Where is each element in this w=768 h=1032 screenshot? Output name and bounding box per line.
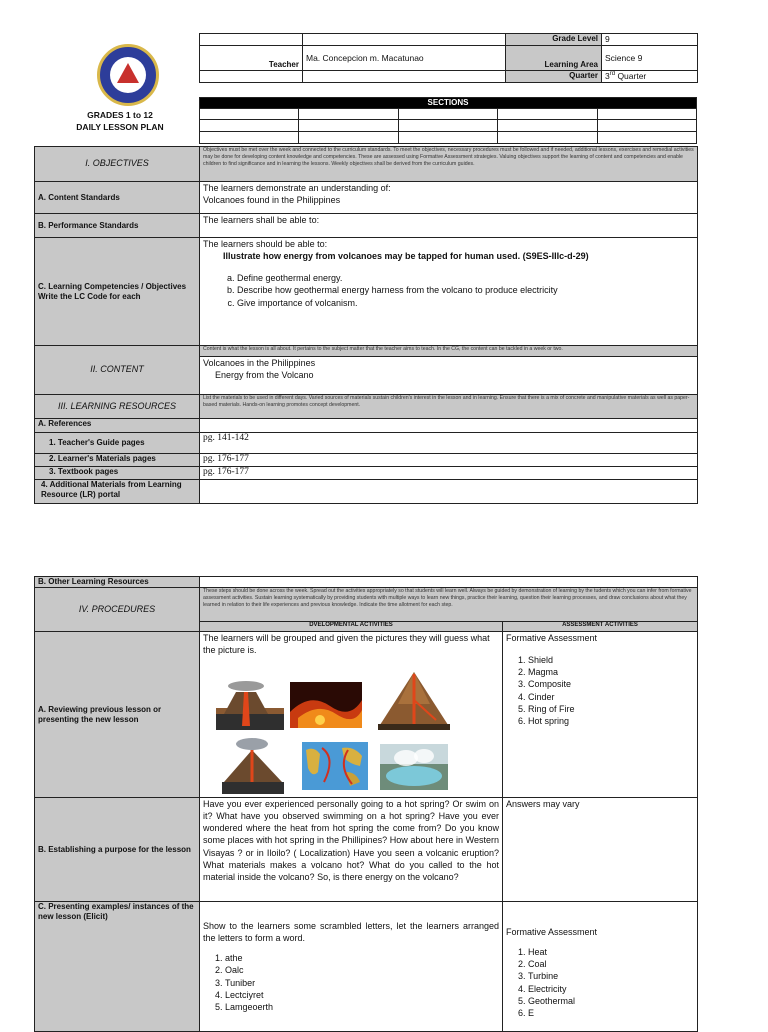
- purpose-text: Have you ever experienced personally going to a hot spring? Or swim on it? What have you observed swimming on a hot spring? Have you ever wondered where the heat from hot spring the come from? Do you know some places with hot spring in the Phillipines? How about here in Western Visayas ? or in Iloilo? ( Localization) Have you seen a volcanic eruption? What materials makes a volcano hot? What do you called to the hot material inside the volcano? So, is there energy on the volcano?: [200, 798, 503, 902]
- list-item: 4. Cinder: [528, 691, 694, 703]
- purpose-label: B. Establishing a purpose for the lesson: [35, 798, 200, 902]
- lesson-table-bottom: [34, 576, 698, 1032]
- review-cell: [200, 632, 503, 798]
- procedures-note: These steps should be done across the week. Spread out the activities appropriately so that students will learn well. Always be guided by demonstration of learning by the tudents which you can infer from formative assessment activities. Sustain learning systematically by providing students with multiple ways to learn new things, practice their learning, question their learning processes, and draw conclusions about what they learned in relation to their life experiences and previous knowledge. Indicate the time allotment for each step.: [200, 588, 698, 622]
- other-resources-label: B. Other Learning Resources: [35, 577, 200, 588]
- content-note: Content is what the lesson is all about. It pertains to the subject matter that the teacher aims to teach. In the CG, the content can be tackled in a week or two.: [200, 346, 698, 357]
- examples-text: Show to the learners some scrambled letters, let the learners arranged the letters to form a word.: [203, 921, 499, 944]
- examples-assess-title: Formative Assessment: [506, 927, 598, 937]
- ring-of-fire-map-image: [302, 742, 368, 790]
- review-assessment-cell: [503, 632, 698, 798]
- competencies-label: C. Learning Competencies / Objectives Write the LC Code for each: [35, 238, 200, 346]
- composite-volcano-image: [378, 670, 450, 730]
- list-item: c. Give importance of volcanism.: [237, 297, 694, 309]
- list-item: 1. Heat: [528, 946, 694, 958]
- list-item: 6. Hot spring: [528, 715, 694, 727]
- list-item: 3. Turbine: [528, 970, 694, 982]
- scrambled-words-list: [203, 952, 499, 1013]
- examples-cell: [200, 902, 503, 1032]
- quarter-value: 3rd Quarter: [602, 71, 698, 83]
- assess-activities-header: ASSESSMENT ACTIVITIES: [503, 622, 698, 632]
- resources-note: List the materials to be used in different days. Varied sources of materials sustain children's interest in the lesson and in learning. Ensure that there is a mix of concrete and manipulative materials as well as paper-based materials. Hands-on learning promotes concept development.: [200, 395, 698, 419]
- hot-spring-photo-image: [380, 744, 448, 790]
- sections-header: SECTIONS: [200, 98, 697, 109]
- performance-standards-cell: The learners shall be able to:: [200, 214, 698, 238]
- area-label: Learning Area: [506, 46, 602, 71]
- list-item: 1. athe: [225, 952, 499, 964]
- lm-label: 2. Learner's Materials pages: [35, 454, 200, 467]
- quarter-label: Quarter: [506, 71, 602, 83]
- procedures-label: IV. PROCEDURES: [35, 588, 200, 632]
- content-cell: Volcanoes in the Philippines Energy from the Volcano: [200, 357, 698, 395]
- grade-value: 9: [602, 34, 698, 46]
- references-label: A. References: [35, 419, 200, 433]
- deped-seal-logo: [97, 44, 159, 106]
- sections-table: [199, 97, 697, 144]
- header-table: [199, 33, 698, 83]
- additional-materials-label: 4. Additional Materials from Learning Resource (LR) portal: [35, 479, 200, 503]
- list-item: 5. Geothermal: [528, 995, 694, 1007]
- tb-label: 3. Textbook pages: [35, 466, 200, 479]
- list-item: 4. Lectciyret: [225, 989, 499, 1001]
- teacher-value: Ma. Concepcion m. Macatunao: [303, 46, 506, 71]
- lava-photo-image: [290, 682, 362, 728]
- shield-volcano-image: [222, 736, 284, 794]
- list-item: 4. Electricity: [528, 983, 694, 995]
- examples-label: C. Presenting examples/ instances of the new lesson (Elicit): [35, 902, 200, 1032]
- examples-assess-list: [506, 946, 694, 1019]
- lm-value: pg. 176-177: [200, 454, 698, 467]
- objectives-label: I. OBJECTIVES: [35, 147, 200, 182]
- list-item: 2. Oalc: [225, 964, 499, 976]
- purpose-assessment: Answers may vary: [503, 798, 698, 902]
- performance-standards-label: B. Performance Standards: [35, 214, 200, 238]
- lesson-table-top: [34, 146, 698, 504]
- content-standards-label: A. Content Standards: [35, 182, 200, 214]
- list-item: 5. Lamgeoerth: [225, 1001, 499, 1013]
- list-item: 3. Tuniber: [225, 977, 499, 989]
- content-label: II. CONTENT: [35, 346, 200, 395]
- list-item: b. Describe how geothermal energy harness from the volcano to produce electricity: [237, 284, 694, 296]
- teacher-label: Teacher: [200, 46, 303, 71]
- competency-main: Illustrate how energy from volcanoes may be tapped for human used. (S9ES-IIIc-d-29): [223, 251, 589, 262]
- volcano-diagram-image: [216, 678, 284, 730]
- competency-list: [203, 272, 694, 308]
- content-standards-cell: The learners demonstrate an understanding of: Volcanoes found in the Philippines: [200, 182, 698, 214]
- area-value: Science 9: [602, 46, 698, 71]
- list-item: 2. Coal: [528, 958, 694, 970]
- list-item: 2. Magma: [528, 666, 694, 678]
- review-label: A. Reviewing previous lesson or presenting the new lesson: [35, 632, 200, 798]
- list-item: 3. Composite: [528, 678, 694, 690]
- dev-activities-header: DVELOPMENTAL ACTIVITIES: [200, 622, 503, 632]
- list-item: 6. E: [528, 1007, 694, 1019]
- competencies-cell: The learners should be able to: Illustrate how energy from volcanoes may be tapped for human used. (S9ES-IIIc-d-29) a. Define geothermal energy. b. Describe how geothermal energy harness from the volcano to produce electricity c. Give importance of volcanism.: [200, 238, 698, 346]
- plan-type: DAILY LESSON PLAN: [76, 121, 164, 132]
- review-assess-list: [506, 654, 694, 727]
- review-text: The learners will be grouped and given the pictures they will guess what the picture is.: [203, 633, 490, 656]
- objectives-note: Objectives must be met over the week and connected to the curriculum standards. To meet the objectives, necessary procedures must be followed and if needed, additional lessons, exercises and remedial activities may be done for developing content knowledge and competencies. These are assessed using Formative Assessment strategies. Valuing objectives support the learning of content and competencies and enable children to find significance and in learning the lessons. Weekly objectives shall be derived from the curriculum guides.: [200, 147, 698, 182]
- list-item: 5. Ring of Fire: [528, 703, 694, 715]
- tg-label: 1. Teacher's Guide pages: [35, 433, 200, 454]
- review-assess-title: Formative Assessment: [506, 633, 598, 643]
- plan-title: [40, 110, 200, 134]
- list-item: 1. Shield: [528, 654, 694, 666]
- tg-value: pg. 141-142: [200, 433, 698, 454]
- list-item: a. Define geothermal energy.: [237, 272, 694, 284]
- examples-assessment-cell: [503, 902, 698, 1032]
- grade-label: Grade Level: [506, 34, 602, 46]
- tb-value: pg. 176-177: [200, 466, 698, 479]
- resources-label: III. LEARNING RESOURCES: [35, 395, 200, 419]
- school-type: GRADES 1 to 12: [87, 110, 153, 120]
